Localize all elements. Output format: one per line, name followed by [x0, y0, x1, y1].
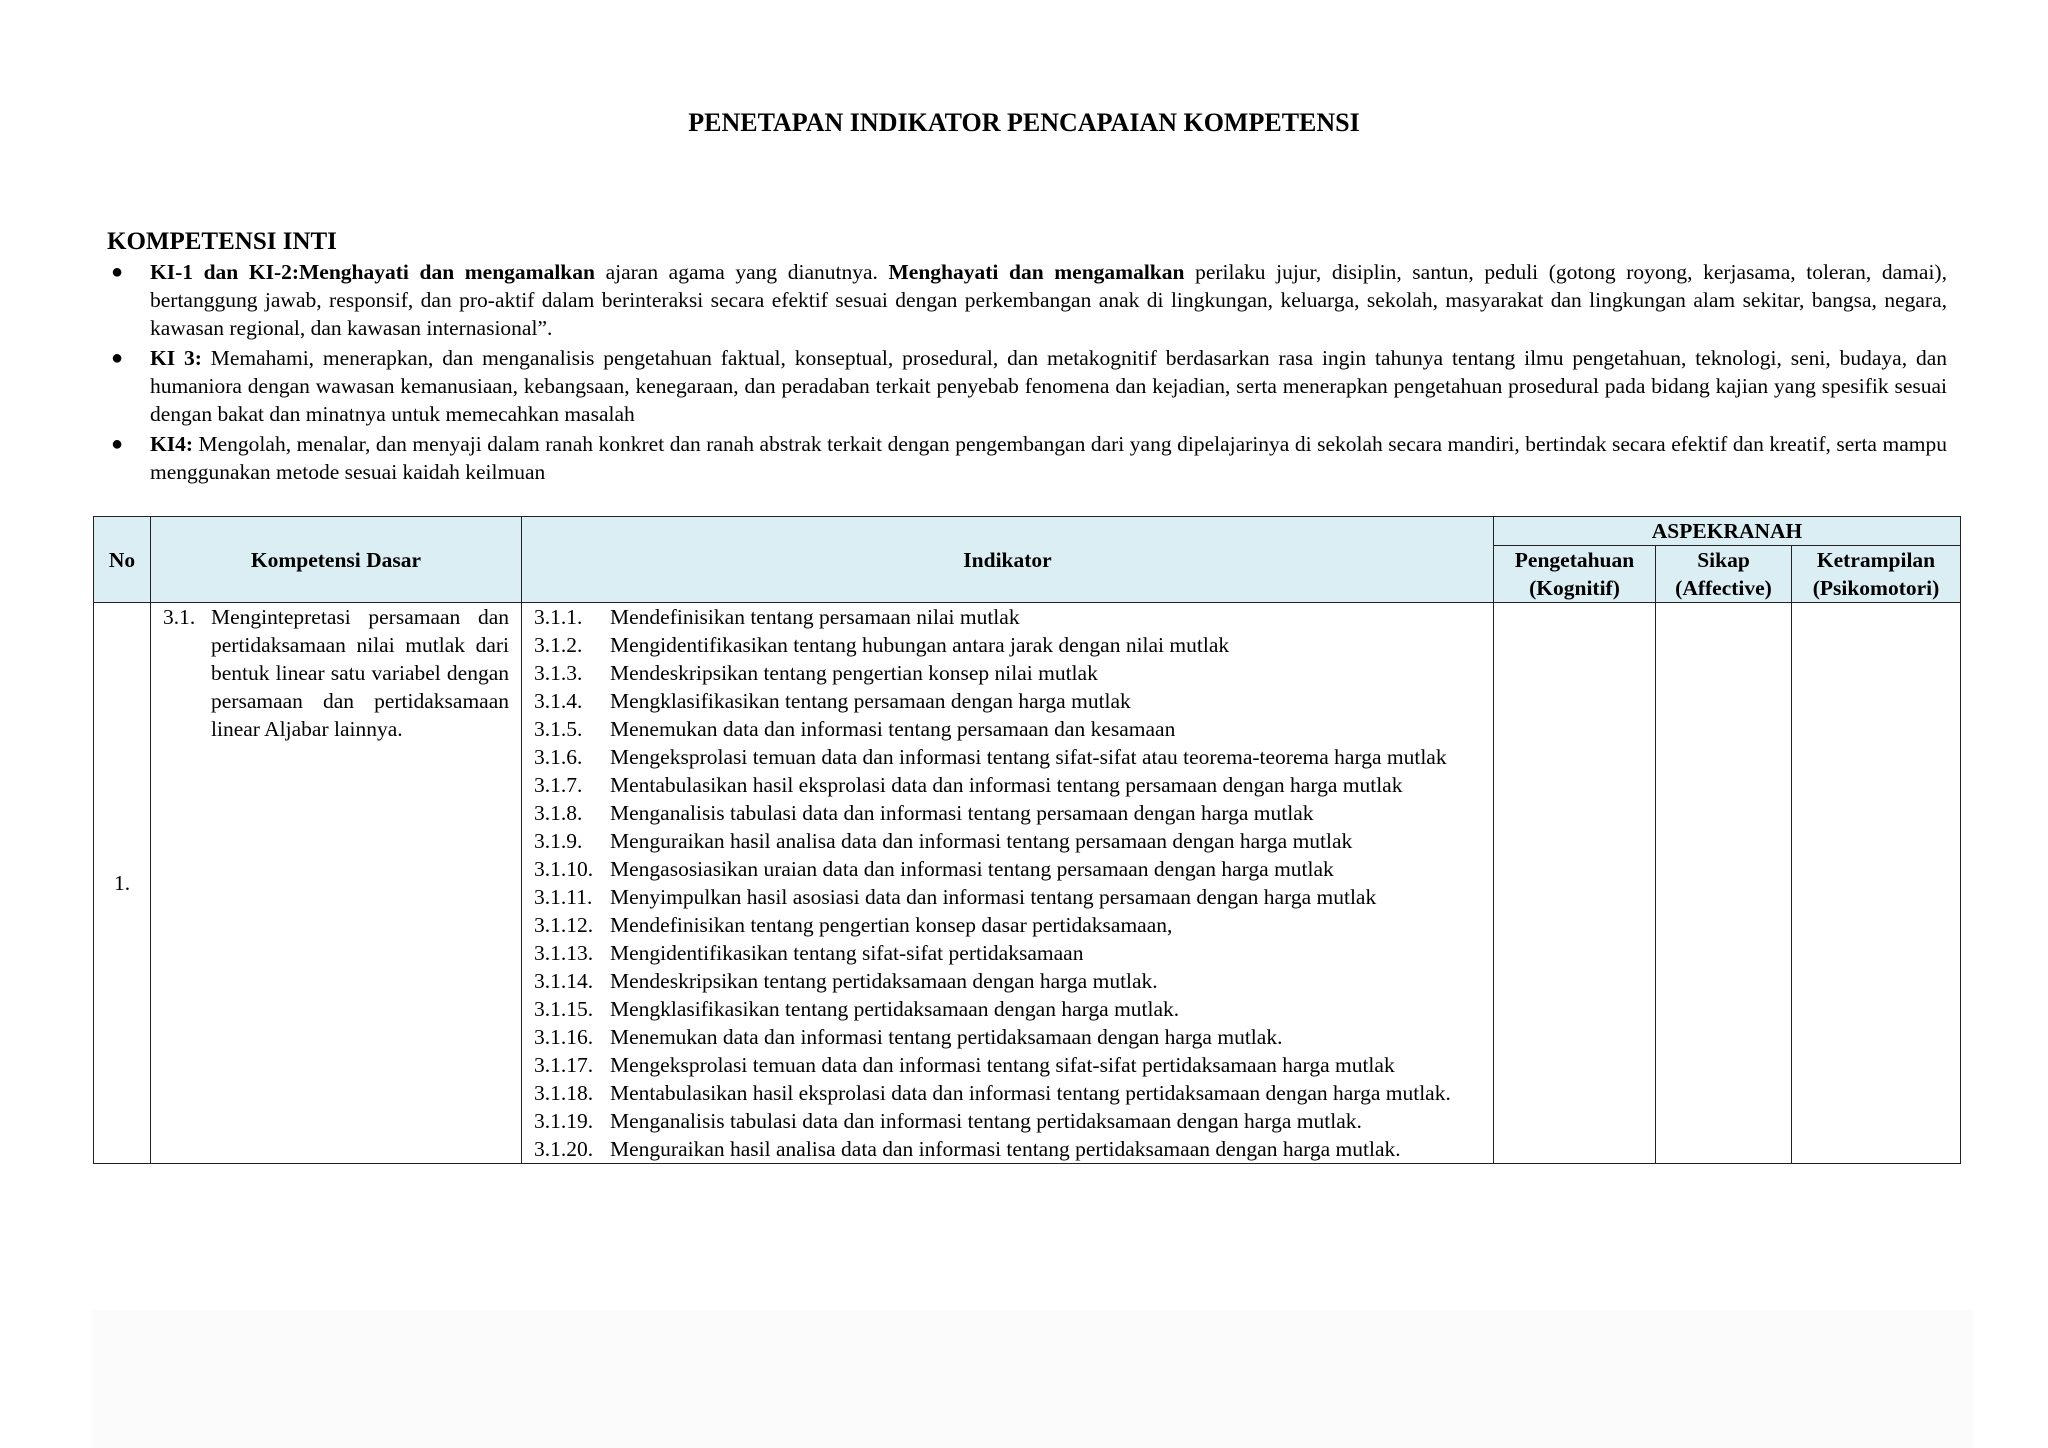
- kd-text: Mengintepretasi persamaan dan pertidaksamaan nilai mutlak dari bentuk linear satu variabel dengan persamaan dan pertidaksamaan linear Aljabar lainnya.: [211, 605, 509, 741]
- indikator-text: Menyimpulkan hasil asosiasi data dan informasi tentang persamaan dengan harga mutlak: [610, 885, 1377, 909]
- page-footer-band: [93, 1310, 1973, 1448]
- indikator-number: 3.1.16.: [534, 1025, 594, 1049]
- indikator-item: [522, 827, 1493, 855]
- indikator-number: 3.1.14.: [534, 969, 594, 993]
- indikator-item: [522, 1135, 1493, 1163]
- indikator-number: 3.1.5.: [534, 717, 583, 741]
- indikator-item: [522, 1023, 1493, 1051]
- indikator-number: 3.1.18.: [534, 1081, 594, 1105]
- header-indikator: Indikator: [522, 517, 1494, 603]
- header-kompetensi-dasar: Kompetensi Dasar: [151, 517, 522, 603]
- indikator-number: 3.1.12.: [534, 913, 594, 937]
- indikator-number: 3.1.11.: [534, 885, 593, 909]
- indikator-text: Menguraikan hasil analisa data dan informasi tentang persamaan dengan harga mutlak: [610, 829, 1353, 853]
- ki-item-3-bold: KI4:: [150, 432, 193, 456]
- kompetensi-dasar-cell: [151, 603, 522, 1164]
- indikator-item: [522, 631, 1493, 659]
- bullet-icon: ●: [111, 433, 124, 455]
- indikator-item: [522, 939, 1493, 967]
- ki-item-1-bold-2: Menghayati dan mengamalkan: [888, 260, 1185, 284]
- document-title: PENETAPAN INDIKATOR PENCAPAIAN KOMPETENSI: [688, 108, 1360, 137]
- indikator-number: 3.1.4.: [534, 689, 583, 713]
- ketrampilan-cell: [1792, 603, 1961, 1164]
- row-number: 1.: [94, 603, 151, 1164]
- table-row: [94, 603, 1961, 1164]
- indikator-text: Mendeskripsikan tentang pengertian konsep nilai mutlak: [610, 661, 1098, 685]
- indikator-item: [522, 715, 1493, 743]
- header-ketrampilan: Ketrampilan (Psikomotori): [1792, 546, 1961, 603]
- indikator-item: [522, 687, 1493, 715]
- indikator-cell: [522, 603, 1494, 1164]
- indikator-list: [522, 603, 1493, 1163]
- ki-item-1: [107, 258, 1947, 342]
- indikator-number: 3.1.1.: [534, 605, 583, 629]
- indikator-number: 3.1.7.: [534, 773, 583, 797]
- indikator-item: [522, 1051, 1493, 1079]
- indikator-text: Mendeskripsikan tentang pertidaksamaan dengan harga mutlak.: [610, 969, 1158, 993]
- indikator-item: [522, 995, 1493, 1023]
- indikator-item: [522, 911, 1493, 939]
- indikator-item: [522, 659, 1493, 687]
- header-no: No: [94, 517, 151, 603]
- indikator-text: Mengidentifikasikan tentang sifat-sifat pertidaksamaan: [610, 941, 1084, 965]
- ki-item-2-bold: KI 3:: [150, 346, 202, 370]
- header-aspek-ranah: ASPEKRANAH: [1494, 517, 1961, 546]
- indikator-number: 3.1.8.: [534, 801, 583, 825]
- indikator-item: [522, 743, 1493, 771]
- kompetensi-inti-list: [107, 258, 1947, 488]
- indikator-text: Mengklasifikasikan tentang persamaan dengan harga mutlak: [610, 689, 1131, 713]
- indikator-item: [522, 603, 1493, 631]
- ki-item-1-bold-1: KI-1 dan KI-2:Menghayati dan mengamalkan: [150, 260, 595, 284]
- indikator-number: 3.1.15.: [534, 997, 594, 1021]
- indikator-item: [522, 799, 1493, 827]
- ki-item-3-text: Mengolah, menalar, dan menyaji dalam ranah konkret dan ranah abstrak terkait dengan pengembangan dari yang dipelajarinya di sekolah secara mandiri, bertindak secara efektif dan kreatif, serta mampu menggunakan metode sesuai kaidah keilmuan: [150, 432, 1947, 484]
- kompetensi-dasar: [151, 603, 521, 743]
- indikator-text: Mendefinisikan tentang persamaan nilai mutlak: [610, 605, 1020, 629]
- ki-item-3: [107, 430, 1947, 486]
- indikator-text: Mentabulasikan hasil eksprolasi data dan informasi tentang persamaan dengan harga mutlak: [610, 773, 1403, 797]
- bullet-icon: ●: [111, 347, 124, 369]
- indikator-number: 3.1.17.: [534, 1053, 594, 1077]
- indikator-text: Menguraikan hasil analisa data dan informasi tentang pertidaksamaan dengan harga mutlak.: [610, 1137, 1401, 1161]
- sikap-cell: [1656, 603, 1792, 1164]
- indikator-text: Mengklasifikasikan tentang pertidaksamaan dengan harga mutlak.: [610, 997, 1180, 1021]
- bullet-icon: ●: [111, 261, 124, 283]
- ki-item-2: [107, 344, 1947, 428]
- indikator-item: [522, 883, 1493, 911]
- indikator-item: [522, 967, 1493, 995]
- indikator-number: 3.1.19.: [534, 1109, 594, 1133]
- kd-number: 3.1.: [163, 605, 196, 629]
- header-sikap: Sikap (Affective): [1656, 546, 1792, 603]
- indikator-table: [93, 516, 1961, 1164]
- indikator-number: 3.1.3.: [534, 661, 583, 685]
- indikator-text: Mendefinisikan tentang pengertian konsep dasar pertidaksamaan,: [610, 913, 1173, 937]
- indikator-number: 3.1.6.: [534, 745, 583, 769]
- indikator-number: 3.1.10.: [534, 857, 594, 881]
- indikator-item: [522, 1107, 1493, 1135]
- indikator-item: [522, 771, 1493, 799]
- indikator-item: [522, 855, 1493, 883]
- indikator-number: 3.1.2.: [534, 633, 583, 657]
- indikator-text: Menemukan data dan informasi tentang pertidaksamaan dengan harga mutlak.: [610, 1025, 1283, 1049]
- indikator-text: Menganalisis tabulasi data dan informasi tentang pertidaksamaan dengan harga mutlak.: [610, 1109, 1362, 1133]
- indikator-item: [522, 1079, 1493, 1107]
- pengetahuan-cell: [1494, 603, 1656, 1164]
- kompetensi-inti-heading: KOMPETENSI INTI: [107, 228, 337, 255]
- indikator-text: Menganalisis tabulasi data dan informasi tentang persamaan dengan harga mutlak: [610, 801, 1314, 825]
- ki-item-1-text-1: ajaran agama yang dianutnya.: [594, 260, 889, 284]
- indikator-text: Mentabulasikan hasil eksprolasi data dan informasi tentang pertidaksamaan dengan harga mutlak.: [610, 1081, 1451, 1105]
- indikator-number: 3.1.20.: [534, 1137, 594, 1161]
- indikator-text: Mengeksprolasi temuan data dan informasi tentang sifat-sifat pertidaksamaan harga mutlak: [610, 1053, 1395, 1077]
- indikator-text: Mengidentifikasikan tentang hubungan antara jarak dengan nilai mutlak: [610, 633, 1230, 657]
- indikator-number: 3.1.9.: [534, 829, 583, 853]
- indikator-number: 3.1.13.: [534, 941, 594, 965]
- ki-item-2-text: Memahami, menerapkan, dan menganalisis pengetahuan faktual, konseptual, prosedural, dan metakognitif berdasarkan rasa ingin tahunya tentang ilmu pengetahuan, teknologi, seni, budaya, dan humaniora dengan wawasan kemanusiaan, kebangsaan, kenegaraan, dan peradaban terkait penyebab fenomena dan kejadian, serta menerapkan pengetahuan prosedural pada bidang kajian yang spesifik sesuai dengan bakat dan minatnya untuk memecahkan masalah: [150, 346, 1947, 426]
- header-pengetahuan: Pengetahuan (Kognitif): [1494, 546, 1656, 603]
- ki-item-1-text-2: perilaku jujur, disiplin, santun, peduli (gotong royong, kerjasama, toleran, damai), bertanggung jawab, responsif, dan pro-aktif dalam berinteraksi secara efektif sesuai dengan perkembangan anak di lingkungan, keluarga, sekolah, masyarakat dan lingkungan alam sekitar, bangsa, negara, kawasan regional, dan kawasan internasional”.: [150, 260, 1947, 340]
- indikator-text: Mengasosiasikan uraian data dan informasi tentang persamaan dengan harga mutlak: [610, 857, 1334, 881]
- indikator-text: Mengeksprolasi temuan data dan informasi tentang sifat-sifat atau teorema-teorema harga mutlak: [610, 745, 1447, 769]
- indikator-text: Menemukan data dan informasi tentang persamaan dan kesamaan: [610, 717, 1176, 741]
